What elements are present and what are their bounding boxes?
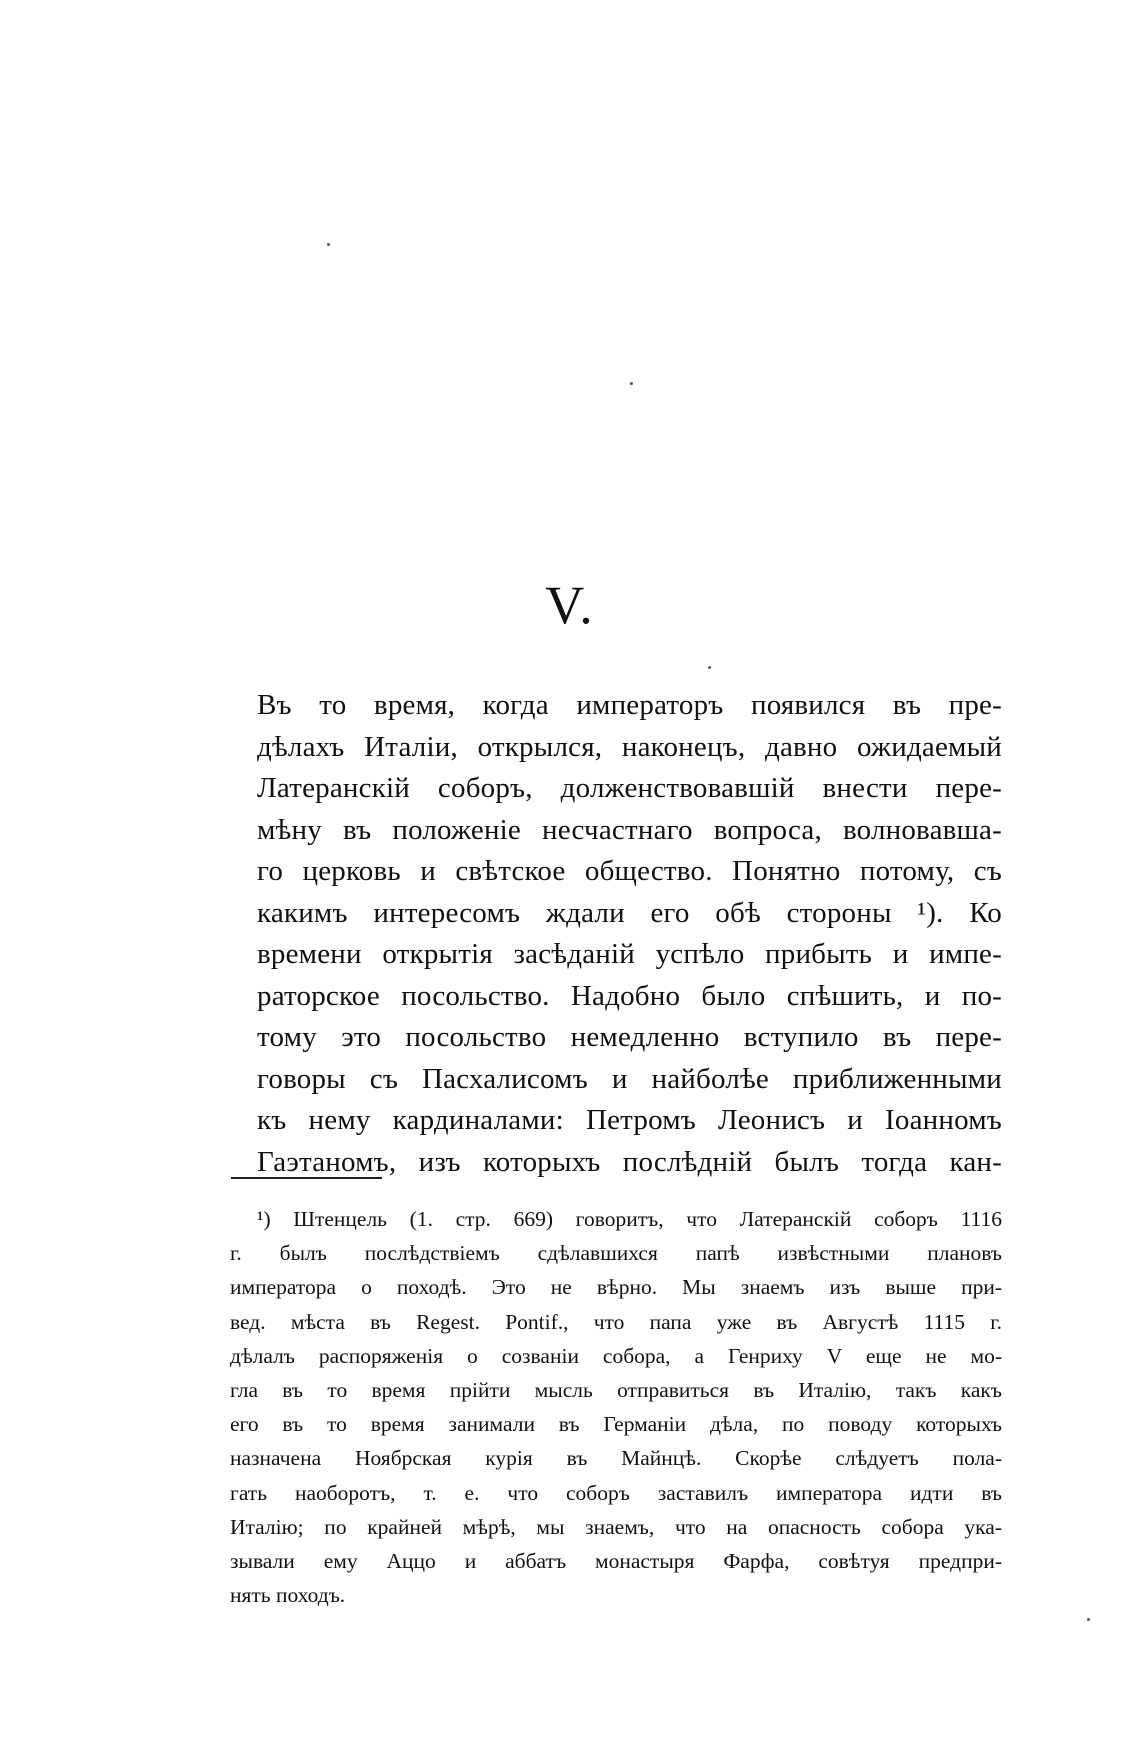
body-line: раторское посольство. Надобно было спѣшить, и по-	[257, 979, 1002, 1012]
body-line: къ нему кардиналами: Петромъ Леонисъ и Іоанномъ	[257, 1104, 1002, 1136]
chapter-heading: V.	[545, 575, 595, 635]
body-line: какимъ интересомъ ждали его обѣ стороны ¹). Ко	[257, 896, 1002, 929]
footnote-line: ¹) Штенцель (1. стр. 669) говоритъ, что Латеранскій соборъ 1116	[257, 1207, 1002, 1231]
body-line: дѣлахъ Италіи, открылся, наконецъ, давно ожидаемый	[257, 730, 1002, 763]
footnote-line: зывали ему Аццо и аббатъ монастыря Фарфа, совѣтуя предпри-	[230, 1548, 1002, 1573]
footnote-line: его въ то время занимали въ Германіи дѣла, по поводу которыхъ	[230, 1412, 1002, 1437]
footnote-line: гать наоборотъ, т. е. что соборъ заставилъ императора идти въ	[230, 1480, 1002, 1505]
body-line: Латеранскій соборъ, долженствовавшій внести пере-	[257, 772, 1002, 804]
footnote-line: нять походъ.	[230, 1583, 346, 1608]
footnote-line: дѣлалъ распоряженія о созваніи собора, а Генриху V еще не мо-	[230, 1343, 1002, 1368]
footnote-line: гла въ то время прійти мысль отправиться въ Италію, такъ какъ	[230, 1377, 1002, 1402]
footnote-line: императора о походѣ. Это не вѣрно. Мы знаемъ изъ выше при-	[230, 1275, 1002, 1300]
footnote-separator	[231, 1177, 382, 1179]
body-line: тому это посольство немедленно вступило въ пере-	[257, 1021, 1002, 1053]
print-speck	[708, 666, 711, 669]
print-speck	[327, 243, 330, 246]
body-line: Гаэтаномъ, изъ которыхъ послѣдній былъ тогда кан-	[257, 1145, 1002, 1178]
print-speck	[630, 382, 633, 385]
footnote-line: вед. мѣста въ Regest. Pontif., что папа уже въ Августѣ 1115 г.	[230, 1309, 1002, 1334]
body-line: мѣну въ положеніе несчастнаго вопроса, волновавша-	[257, 813, 1002, 846]
footnote-line: г. былъ послѣдствіемъ сдѣлавшихся папѣ извѣстными плановъ	[230, 1241, 1002, 1266]
body-line: говоры съ Пасхалисомъ и найболѣе приближенными	[257, 1062, 1002, 1095]
footnote-line: назначена Ноябрская курія въ Майнцѣ. Скорѣе слѣдуетъ пола-	[230, 1446, 1002, 1471]
footnote	[230, 1202, 1002, 1612]
body-line: времени открытія засѣданій успѣло прибыть и импе-	[257, 938, 1002, 970]
print-speck	[1087, 1618, 1090, 1621]
body-line: Въ то время, когда императоръ появился въ пре-	[257, 689, 1002, 721]
body-line: го церковь и свѣтское общество. Понятно потому, съ	[257, 855, 1002, 887]
body-paragraph	[257, 685, 1002, 1183]
footnote-line: Италію; по крайней мѣрѣ, мы знаемъ, что на опасность собора ука-	[230, 1514, 1002, 1539]
